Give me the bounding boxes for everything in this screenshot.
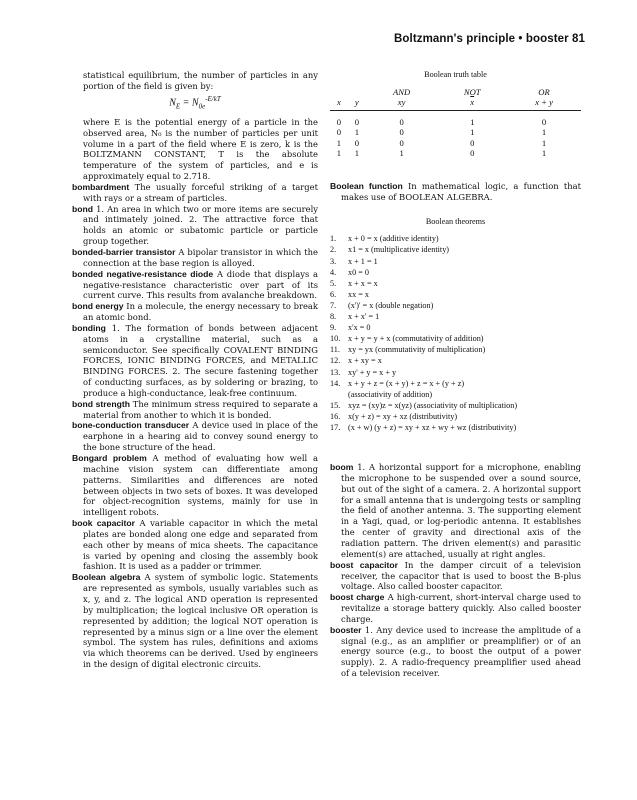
entry-text: The usually forceful striking of a target with rays or a stream of particles. xyxy=(83,181,318,203)
truth-op: AND xyxy=(392,86,411,97)
truth-cell: 0 xyxy=(354,116,359,127)
entry-term: bond energy xyxy=(72,301,124,312)
truth-cell: 0 xyxy=(470,137,475,148)
formula-n0: = N xyxy=(180,97,199,109)
theorem-item xyxy=(330,333,581,344)
truth-cell: 1 xyxy=(354,127,359,138)
truth-cell: 0 xyxy=(541,116,547,127)
theorem-number: 7. xyxy=(330,300,337,310)
theorem-number: 15. xyxy=(330,400,341,410)
theorem-item xyxy=(330,422,581,433)
entry-text: A device used in place of the earphone in a hearing aid to convey sound energy to the bone structure of the head. xyxy=(83,420,318,453)
theorem-number: 3. xyxy=(330,256,337,266)
theorem-text: (x')' = x (double negation) xyxy=(348,300,434,310)
formula-n0-sub: 0e xyxy=(198,102,206,111)
theorem-item xyxy=(330,267,581,278)
entry-boolean-function xyxy=(330,181,581,203)
entry-text: A system of symbolic logic. Statements are represented as symbols, usually variables such as x, y, and z. The logical AND operation is represented by multiplication; the logical inclusive OR operation is represented by addition; the logical NOT operation is represented by a minus sign or a line over the element symbol. The system has rules, definitions and axioms via which theorems can be derived. Used by engineers in the design of digital electronic circuits. xyxy=(83,572,319,670)
theorem-text: (x + w) (y + z) = xy + xz + wy + wz (distributivity) xyxy=(348,422,517,432)
entry-term: booster xyxy=(330,624,362,635)
entry-bonded-negative-resistance-diode xyxy=(72,269,318,302)
theorem-number: 5. xyxy=(330,278,337,288)
entry-boom xyxy=(330,462,581,560)
entry-text: 1. An area in which two or more items are securely and intimately joined. 2. The attractive force that holds an atomic or subatomic particle or particle group together. xyxy=(83,203,318,247)
entry-bonded-barrier-transistor xyxy=(72,247,318,269)
entry-text: A variable capacitor in which the metal plates are bonded along one edge and separated from each other by means of mica sheets. The capacitance is varied by opening and closing the assembly book fashion. It is used as a padder or trimmer. xyxy=(83,518,318,572)
theorem-item xyxy=(330,344,581,355)
theorem-text: x + x = x xyxy=(348,278,378,288)
truth-cell: 1 xyxy=(336,137,342,148)
truth-table xyxy=(330,87,581,159)
truth-row xyxy=(330,110,581,127)
entry-term: boost capacitor xyxy=(330,559,398,570)
entry-term: boom xyxy=(330,462,354,473)
truth-var: y xyxy=(348,97,366,110)
formula-explanation: where E is the potential energy of a particle in the observed area, N₀ is the number of particles per unit volume in a part of the field where E is zero, k is the BOLTZMANN CONSTANT, T is the absolute temperature of the system of particles, and e is approximately equal to 2.718. xyxy=(83,116,318,182)
theorem-item xyxy=(330,411,581,422)
entry-bond xyxy=(72,204,318,247)
entry-text: A high-current, short-interval charge used to revitalize a storage battery quickly. Also called booster charge. xyxy=(341,592,581,624)
theorem-number: 6. xyxy=(330,289,337,299)
entry-booster xyxy=(330,625,581,679)
truth-cell: 1 xyxy=(399,148,404,159)
entry-term: Boolean function xyxy=(330,180,403,191)
truth-cell: 0 xyxy=(336,116,342,127)
entry-book-capacitor xyxy=(72,518,318,572)
truth-row xyxy=(330,138,581,149)
theorem-number: 13. xyxy=(330,367,341,377)
entry-text: 1. A horizontal support for a microphone, enabling the microphone to be suspended over a sound source, but out of the sight of a camera. 2. A horizontal support for a small antenna that is undergoing tests or sampling the field of another antenna. 3. The supporting element in a Yagi, quad, or log-periodic antenna. It establishes the center of gravity and directional axis of the radiation pattern. The driven element(s) and parasitic element(s) are attached, usually at right angles. xyxy=(341,462,581,559)
entry-bond-strength xyxy=(72,399,318,421)
truth-cell: 0 xyxy=(399,127,404,138)
left-column xyxy=(72,70,318,670)
entry-bombardment xyxy=(72,182,318,204)
entry-term: bombardment xyxy=(72,181,130,192)
truth-var: x + y xyxy=(507,97,581,110)
truth-cell: 1 xyxy=(470,127,475,138)
theorem-item xyxy=(330,367,581,378)
running-header: Boltzmann's principle • booster 81 xyxy=(394,33,585,45)
theorem-number: 14. xyxy=(330,378,341,388)
theorem-number: 2. xyxy=(330,245,337,255)
truth-var: $\overline{x}$ xyxy=(437,97,507,110)
entry-text: A bipolar transistor in which the connection at the base region is alloyed. xyxy=(83,246,318,268)
theorem-item xyxy=(330,378,581,389)
theorem-item xyxy=(330,311,581,322)
theorem-item-continued xyxy=(330,389,581,400)
theorem-number: 17. xyxy=(330,422,341,432)
theorem-item xyxy=(330,244,581,255)
boltzmann-formula xyxy=(72,94,318,112)
entry-text: In the damper circuit of a television receiver, the capacitor that is used to boost the B-plus voltage. Also called booster capacitor. xyxy=(341,559,581,592)
entry-text: In a molecule, the energy necessary to break an atomic bond. xyxy=(83,301,318,323)
entry-text: 1. Any device used to increase the amplitude of a signal (e.g., as an amplifier or preamplifier) or of an energy source (e.g., to boost the output of a power supply). 2. A radio-frequency preamplifier used ahead of a television receiver. xyxy=(341,624,581,679)
entry-term: Bongard problem xyxy=(72,453,147,464)
formula-lhs: N xyxy=(169,97,176,109)
theorem-text-continued: (associativity of addition) xyxy=(348,389,433,399)
entry-bonding xyxy=(72,323,318,399)
theorem-text: x + y = y + x (commutativity of addition) xyxy=(348,334,484,344)
truth-cell: 0 xyxy=(470,148,475,159)
theorem-item xyxy=(330,322,581,333)
entry-term: bonded-barrier transistor xyxy=(72,246,176,257)
entry-text: A method of evaluating how well a machine vision system can differentiate among patterns. Similarities and differences are noted between objects in two sets of boxes. It was developed for object-recognition systems, mainly for use in intelligent robots. xyxy=(83,453,318,518)
entry-term: bond xyxy=(72,203,93,214)
theorem-item xyxy=(330,256,581,267)
theorem-text: xy' + y = x + y xyxy=(348,367,397,377)
theorem-number: 8. xyxy=(330,312,337,322)
theorem-number: 11. xyxy=(330,345,340,355)
truth-cell: 0 xyxy=(336,127,342,138)
theorem-number: 10. xyxy=(330,334,341,344)
theorem-item xyxy=(330,300,581,311)
truth-row xyxy=(330,148,581,159)
theorem-text: xx = x xyxy=(348,289,369,299)
entry-bone-conduction-transducer xyxy=(72,420,318,453)
theorem-number: 16. xyxy=(330,411,341,421)
entry-term: bone-conduction transducer xyxy=(72,420,190,431)
entry-term: boost charge xyxy=(330,592,385,603)
entry-term: bond strength xyxy=(72,398,130,409)
truth-cell: 1 xyxy=(541,137,547,148)
theorems-list xyxy=(330,233,581,433)
entry-term: bonding xyxy=(72,322,106,333)
entry-boost-capacitor xyxy=(330,560,581,593)
theorem-number: 4. xyxy=(330,267,337,277)
theorem-item xyxy=(330,289,581,300)
entry-text: A diode that displays a negative-resistance characteristic over part of its current curve. This results from avalanche breakdown. xyxy=(83,268,319,301)
truth-cell: 1 xyxy=(470,116,475,127)
entry-text: The minimum stress required to separate a material from another to which it is bonded. xyxy=(83,398,319,420)
truth-op xyxy=(348,87,366,98)
theorem-number: 9. xyxy=(330,323,337,333)
theorem-text: x + 0 = x (additive identity) xyxy=(348,234,439,244)
theorem-text: xy = yx (commutativity of multiplication) xyxy=(348,345,486,355)
entry-bond-energy xyxy=(72,301,318,323)
right-column xyxy=(330,70,581,679)
entry-text: In mathematical logic, a function that makes use of BOOLEAN ALGEBRA. xyxy=(341,180,581,202)
truth-op xyxy=(330,87,348,98)
formula-lhs-sub: E xyxy=(175,102,181,111)
truth-cell: 1 xyxy=(541,148,547,159)
truth-cell: 1 xyxy=(336,148,342,159)
theorem-text: x + xy = x xyxy=(348,356,382,366)
entry-term: book capacitor xyxy=(72,518,135,529)
entry-text: 1. The formation of bonds between adjacent atoms in a crystalline material, such as a semiconductor. See specifically COVALENT BINDING FORCES, IONIC BINDING FORCES, and METALLIC BINDING FORCES. 2. The secure fastening together of conducting surfaces, as by soldering or brazing, to produce a high-conductance, leak-free continuum. xyxy=(83,322,318,398)
truth-row xyxy=(330,127,581,138)
theorem-item xyxy=(330,400,581,411)
truth-cell: 0 xyxy=(399,116,404,127)
theorem-text: x1 = x (multiplicative identity) xyxy=(348,245,450,255)
truth-cell: 0 xyxy=(354,137,359,148)
truth-op: NOT xyxy=(463,86,481,97)
truth-table-title: Boolean truth table xyxy=(424,70,487,79)
truth-var: x xyxy=(330,97,348,110)
theorem-text: xyz = (xy)z = x(yz) (associativity of multiplication) xyxy=(348,400,518,410)
entry-term: Boolean algebra xyxy=(72,572,141,583)
theorem-item xyxy=(330,355,581,366)
theorem-text: x + y + z = (x + y) + z = x + (y + z) xyxy=(348,378,465,388)
formula-exponent: -E/kT xyxy=(205,94,221,103)
entry-bongard-problem xyxy=(72,453,318,518)
entry-term: bonded negative-resistance diode xyxy=(72,268,214,279)
truth-cell: 1 xyxy=(354,148,359,159)
theorem-item xyxy=(330,233,581,244)
theorem-number: 1. xyxy=(330,234,337,244)
entry-boost-charge xyxy=(330,592,581,625)
theorem-text: x'x = 0 xyxy=(348,323,371,333)
theorem-text: x(y + z) = xy + xz (distributivity) xyxy=(348,411,458,421)
truth-var: xy xyxy=(366,97,438,110)
theorem-text: x0 = 0 xyxy=(348,267,369,277)
theorems-title: Boolean theorems xyxy=(425,216,486,226)
truth-cell: 1 xyxy=(541,127,547,138)
truth-cell: 0 xyxy=(399,137,404,148)
entry-boolean-algebra xyxy=(72,572,318,670)
theorem-number: 12. xyxy=(330,356,341,366)
theorem-text: x + 1 = 1 xyxy=(348,256,378,266)
intro-text: statistical equilibrium, the number of particles in any portion of the field is given by: xyxy=(83,70,318,91)
theorem-item xyxy=(330,278,581,289)
theorem-text: x + x' = 1 xyxy=(348,312,380,322)
truth-op: OR xyxy=(538,86,550,97)
